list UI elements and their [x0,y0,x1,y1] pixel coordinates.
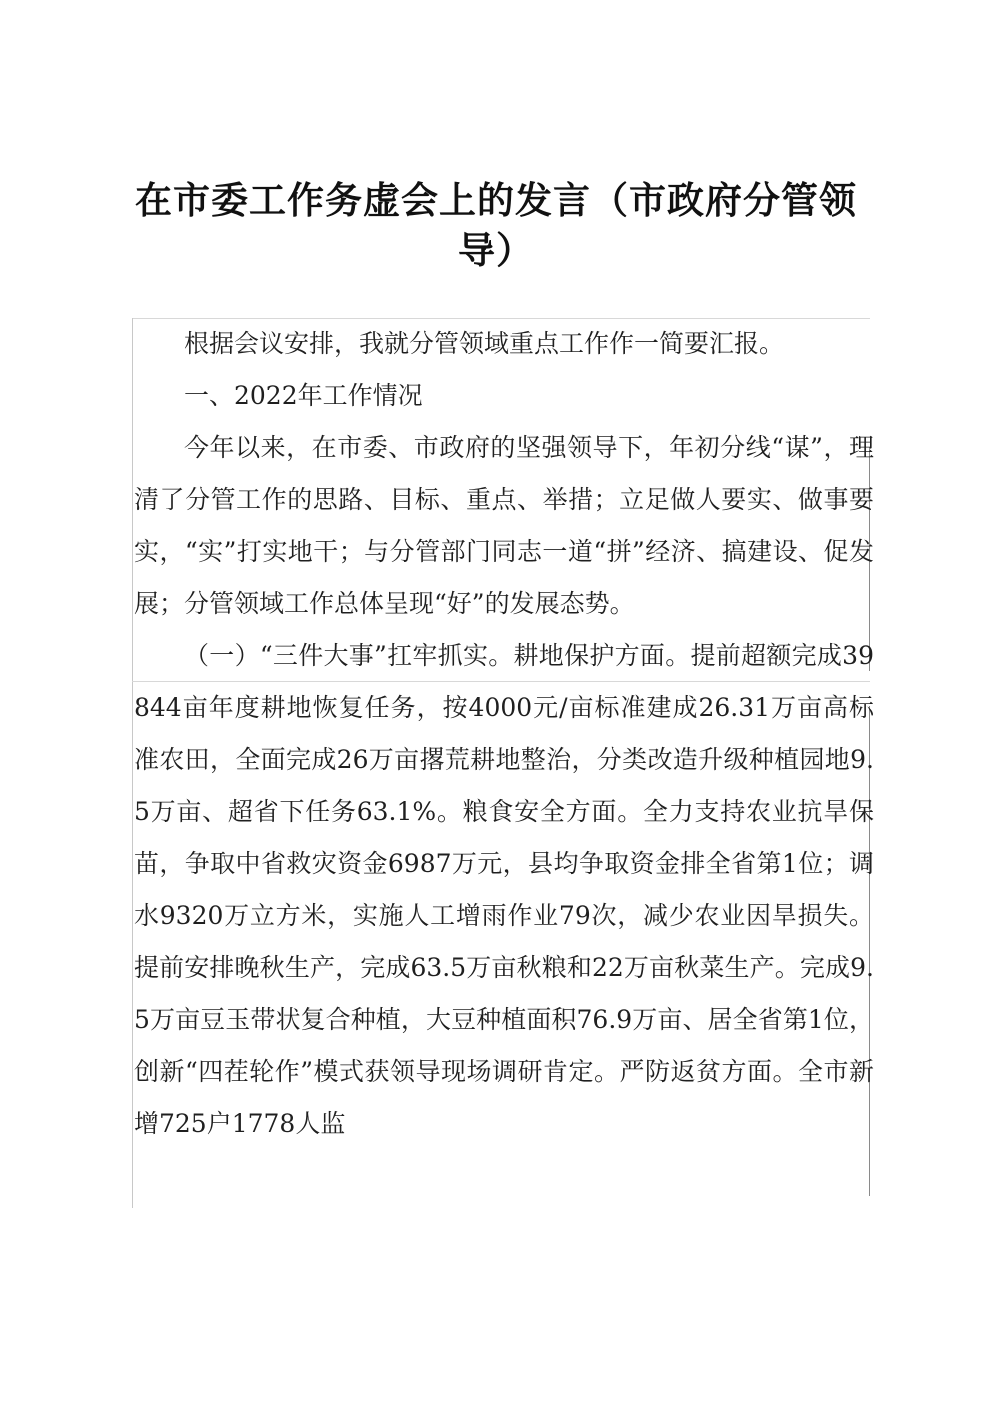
intro-paragraph: 根据会议安排，我就分管领域重点工作作一简要汇报。 [184,329,785,358]
three-major-tasks-paragraph: （一）“三件大事”扛牢抓实。耕地保护方面。提前超额完成39844亩年度耕地恢复任务，按4000元/亩标准建成26.31万亩高标准农田，全面完成26万亩撂荒耕地整治，分类改造升级种植园地9.5万亩、超省下任务63.1%。粮食安全方面。全力支持农业抗旱保苗，争取中省救灾资金6987万元，县均争取资金排全省第1位；调水9320万立方米，实施人工增雨作业79次，减少农业因旱损失。提前安排晚秋生产，完成63.5万亩秋粮和22万亩秋菜生产。完成9.5万亩豆玉带状复合种植，大豆种植面积76.9万亩、居全省第1位，创新“四茬轮作”模式获领导现场调研肯定。严防返贫方面。全市新增725户1778人监 [134,641,874,1138]
document-title: 在市委工作务虚会上的发言（市政府分管领导） [135,179,857,272]
section-heading: 一、2022年工作情况 [184,381,423,410]
document-body [134,318,874,1150]
text-frame-left-border [132,318,133,1208]
summary-paragraph: 今年以来，在市委、市政府的坚强领导下，年初分线“谋”，理清了分管工作的思路、目标、重点、举措；立足做人要实、做事要实，“实”打实地干；与分管部门同志一道“拼”经济、搞建设、促发展；分管领域工作总体呈现“好”的发展态势。 [134,433,874,618]
